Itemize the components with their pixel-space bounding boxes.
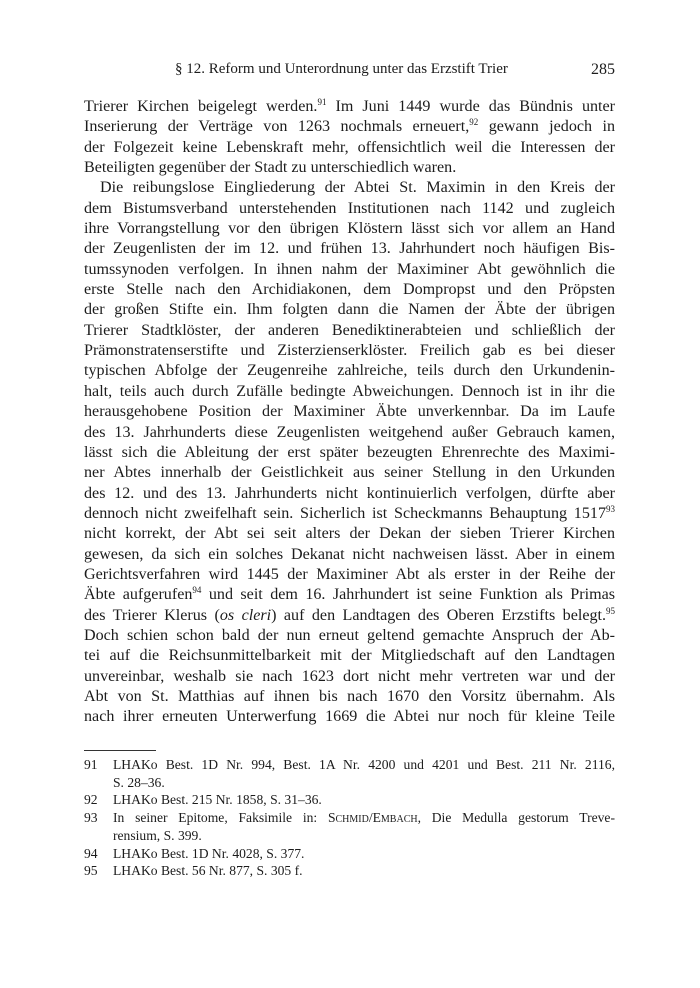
footnote-text: LHAKo Best. 215 Nr. 1858, S. 31–36. — [113, 792, 322, 808]
page-number: 285 — [591, 61, 615, 78]
text-line: halt, teils auch durch Zufälle bedingte Abweichungen. Dennoch ist in ihr die — [84, 382, 615, 400]
text-line: Doch schien schon bald der nun erneut geltend gemachte Anspruch der Ab- — [84, 626, 615, 644]
footnote-line: rensium, S. 399. — [113, 827, 202, 843]
footnote-ref-95: 95 — [606, 605, 615, 616]
text-line: ihre Vorrangstellung vor den übrigen Klöstern lässt sich vor allem an Hand — [84, 220, 615, 238]
text-line: Abt von St. Matthias auf ihnen bis nach 1670 den Vorsitz übernahm. Als — [84, 687, 615, 705]
footnote-ref-93: 93 — [606, 503, 615, 514]
footnote-text: LHAKo Best. 56 Nr. 877, S. 305 f. — [113, 863, 303, 879]
footnote-line: S. 28–36. — [113, 774, 165, 790]
text-line: herausgehobene Position der Maximiner Äbte unverkennbar. Da im Laufe — [84, 403, 615, 421]
text-line: Gerichtsverfahren wird 1445 der Maximiner Abt als erster in der Reihe der — [84, 565, 615, 583]
text-line: Äbte aufgerufen$^{94}$ und seit dem 16. Jahrhundert ist seine Funktion als Primas — [84, 585, 615, 604]
text-line: der großen Stifte ein. Ihm folgten dann die Namen der Äbte der übrigen — [84, 301, 615, 319]
footnote-line: In seiner Epitome, Faksimile in: Schmid/Embach, Die Medulla gestorum Treve- — [113, 810, 615, 826]
text-line: Trierer Kirchen beigelegt werden.$^{91}$ Im Juni 1449 wurde das Bündnis unter — [84, 97, 616, 115]
text-line: dem Bistumsverband unterstehenden Institutionen nach 1142 und zugleich — [84, 199, 615, 217]
text-line: der Zeugenlisten der im 12. und frühen 13. Jahrhundert noch häufigen Bis- — [84, 240, 615, 258]
footnote-92 — [84, 791, 615, 809]
footnote-divider — [84, 750, 156, 751]
footnote-line: LHAKo Best. 1D Nr. 994, Best. 1A Nr. 4200 und 4201 und Best. 211 Nr. 2116, — [113, 757, 615, 772]
paragraph-start: Die reibungslose Eingliederung der Abtei St. Maximin in den Kreis der — [100, 179, 615, 197]
author-names: Schmid/Embach — [327, 810, 418, 826]
text-line: tumssynoden verfolgen. In ihnen nahm der Maximiner Abt gewöhnlich die — [84, 260, 615, 278]
footnote-text: LHAKo Best. 1D Nr. 4028, S. 377. — [113, 845, 305, 861]
footnote-91 — [84, 756, 615, 791]
footnote-text — [113, 809, 615, 844]
text-line: des 13. Jahrhunderts diese Zeugenlisten weitgehend außer Gebrauch kamen, — [84, 423, 615, 441]
text-line: unvereinbar, weshalb sie nach 1623 dort nicht mehr vertreten war und der — [84, 667, 615, 685]
running-head: § 12. Reform und Unterordnung unter das Erzstift Trier — [175, 61, 508, 77]
text-line: typischen Abfolge der Zeugenreihe zahlreiche, teils durch den Urkundenin- — [84, 362, 615, 380]
footnote-number: 92 — [84, 792, 98, 808]
text-line: ner Abtes innerhalb der Geistlichkeit aus seiner Stellung in den Urkunden — [84, 464, 615, 482]
text-line: tei auf die Reichsunmittelbarkeit mit der Mitgliedschaft auf den Landtagen — [84, 647, 615, 665]
text-line: dennoch nicht zweifelhaft sein. Sicherlich ist Scheckmanns Behauptung 1517$^{93}$ — [84, 503, 615, 522]
footnote-number: 91 — [84, 757, 98, 772]
text-line: Prämonstratenserstifte und Zisterzienserklöster. Freilich gab es bei dieser — [84, 342, 615, 360]
footnote-93 — [84, 809, 615, 844]
text-line: lässt sich die Ableitung der erst später bezeugten Ehrenrechte des Maximi- — [84, 443, 615, 461]
footnote-95 — [84, 862, 615, 880]
footnotes — [84, 756, 615, 880]
text-line: erste Stelle nach den Archidiakonen, dem Dompropst und den Pröpsten — [84, 281, 615, 299]
text-line: gewesen, da sich ein solches Dekanat nicht nachweisen lässt. Aber in einem — [84, 545, 615, 563]
footnote-ref-91: 91 — [317, 97, 327, 107]
footnote-ref-92: 92 — [469, 117, 479, 128]
footnote-number: 94 — [84, 845, 98, 861]
footnote-number: 93 — [84, 810, 98, 826]
footnote-94 — [84, 845, 615, 863]
text-line: des Trierer Klerus (os cleri) auf den Landtagen des Oberen Erzstifts belegt.$^{95}$ — [84, 605, 615, 624]
footnote-number: 95 — [84, 863, 98, 879]
footnote-ref-94: 94 — [192, 585, 202, 596]
text-line: des 12. und des 13. Jahrhunderts nicht kontinuierlich verfolgen, dürfte aber — [84, 484, 615, 502]
text-line: Inserierung der Verträge von 1263 nochmals erneuert,$^{92}$ gewann jedoch in — [84, 117, 615, 136]
text-line: Beteiligten gegenüber der Stadt zu unterschiedlich waren. — [84, 159, 457, 177]
footnote-text — [113, 756, 615, 791]
text-line: nicht korrekt, der Abt sei seit alters der Dekan der sieben Trierer Kirchen — [84, 525, 615, 543]
text-line: Trierer Stadtklöster, der anderen Benediktinerabteien und schließlich der — [84, 321, 615, 339]
latin-term: os cleri — [219, 606, 272, 624]
page-header — [84, 61, 615, 85]
text-line: nach ihrer erneuten Unterwerfung 1669 die Abtei nur noch für kleine Teile — [84, 708, 615, 726]
text-line: der Folgezeit keine Lebenskraft mehr, offensichtlich weil die Interessen der — [84, 138, 615, 156]
body-text — [84, 97, 615, 728]
